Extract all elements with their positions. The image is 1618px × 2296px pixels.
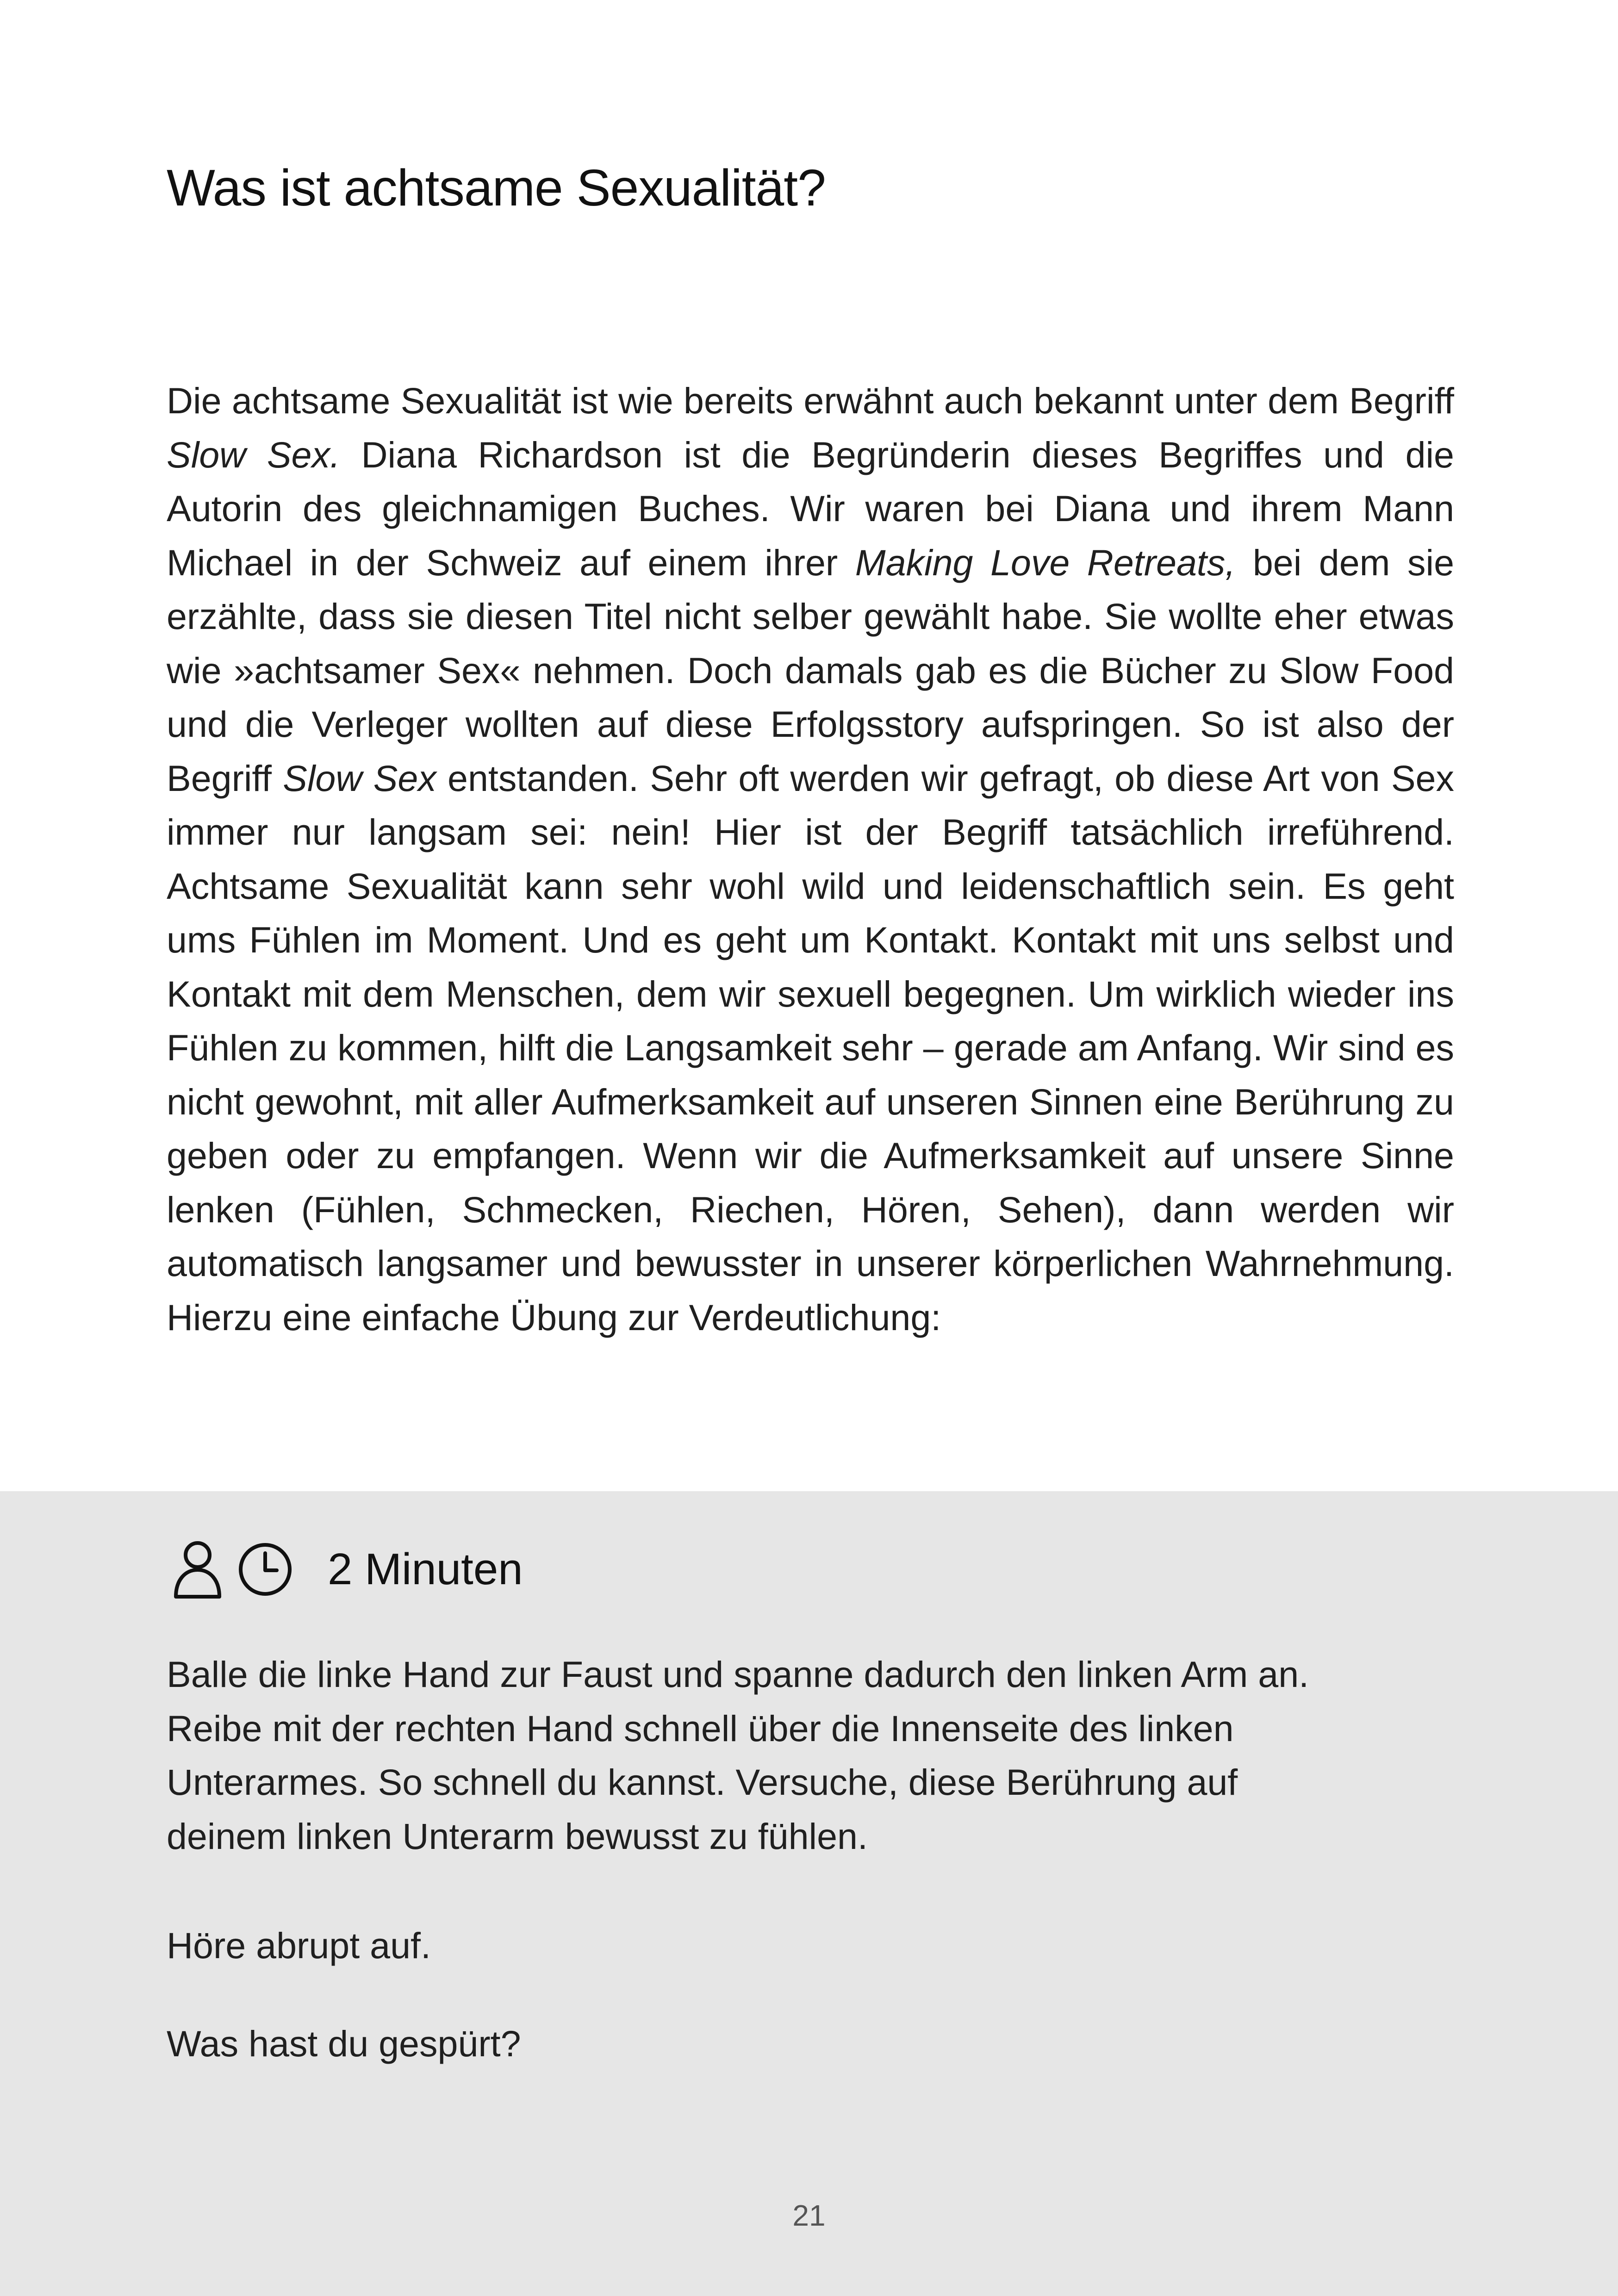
page-number: 21 bbox=[792, 2199, 826, 2232]
exercise-box bbox=[0, 1491, 1618, 2296]
exercise-instructions bbox=[167, 1648, 1509, 1863]
body-emphasis: Making Love Retreats, bbox=[855, 541, 1236, 583]
exercise-line: deinem linken Unterarm bewusst zu fühlen. bbox=[167, 1815, 868, 1857]
exercise-header bbox=[172, 1535, 523, 1604]
exercise-line: Balle die linke Hand zur Faust und spanne dadurch den linken Arm an. bbox=[167, 1654, 1309, 1695]
body-text-part: Die achtsame Sexualität ist wie bereits erwähnt auch bekannt unter dem Begriff bbox=[167, 380, 1454, 421]
exercise-step: Höre abrupt auf. bbox=[167, 1925, 431, 1966]
page-title: Was ist achtsame Sexualität? bbox=[167, 159, 826, 217]
body-text-part: bei dem sie erzählte, dass sie diesen Titel nicht selber gewählt habe. Sie wollte eher etwas wie »achtsamer Sex« nehmen. Doch damals gab es die Bücher zu Slow Food und die Verleger wollten auf diese Erfolgsstory aufspringen. So ist also der Begriff bbox=[167, 541, 1454, 799]
body-paragraph bbox=[167, 374, 1454, 1344]
exercise-question: Was hast du gespürt? bbox=[167, 2023, 521, 2064]
clock-icon bbox=[237, 1541, 293, 1598]
exercise-line: Unterarmes. So schnell du kannst. Versuche, diese Berührung auf bbox=[167, 1761, 1238, 1803]
body-text-part: Diana Richardson ist die Begründerin dieses Begriffes und die Autorin des gleichnamigen Buches. Wir waren bei Diana und ihrem Mann Michael in der Schweiz auf einem ihrer bbox=[167, 434, 1454, 583]
body-emphasis: Slow Sex. bbox=[167, 434, 340, 475]
person-icon bbox=[172, 1539, 223, 1599]
exercise-duration: 2 Minuten bbox=[328, 1544, 523, 1594]
body-text-part: entstanden. Sehr oft werden wir gefragt, ob diese Art von Sex immer nur langsam sei: nein! Hier ist der Begriff tatsächlich irreführend. Achtsame Sexualität kann sehr wohl wild und leidenschaftlich sein. Es geht ums Fühlen im Moment. Und es geht um Kontakt. Kontakt mit uns selbst und Kontakt mit dem Menschen, dem wir sexuell begegnen. Um wirklich wieder ins Fühlen zu kommen, hilft die Langsamkeit sehr – gerade am Anfang. Wir sind es nicht gewohnt, mit aller Aufmerksamkeit auf unseren Sinnen eine Berührung zu geben oder zu empfangen. Wenn wir die Aufmerksamkeit auf unsere Sinne lenken (Fühlen, Schmecken, Riechen, Hören, Sehen), dann werden wir automatisch langsamer und bewusster in unserer körperlichen Wahrnehmung. Hierzu eine einfache Übung zur Verdeutlichung: bbox=[167, 757, 1454, 1338]
body-emphasis: Slow Sex bbox=[283, 757, 436, 799]
exercise-line: Reibe mit der rechten Hand schnell über die Innenseite des linken bbox=[167, 1707, 1234, 1749]
